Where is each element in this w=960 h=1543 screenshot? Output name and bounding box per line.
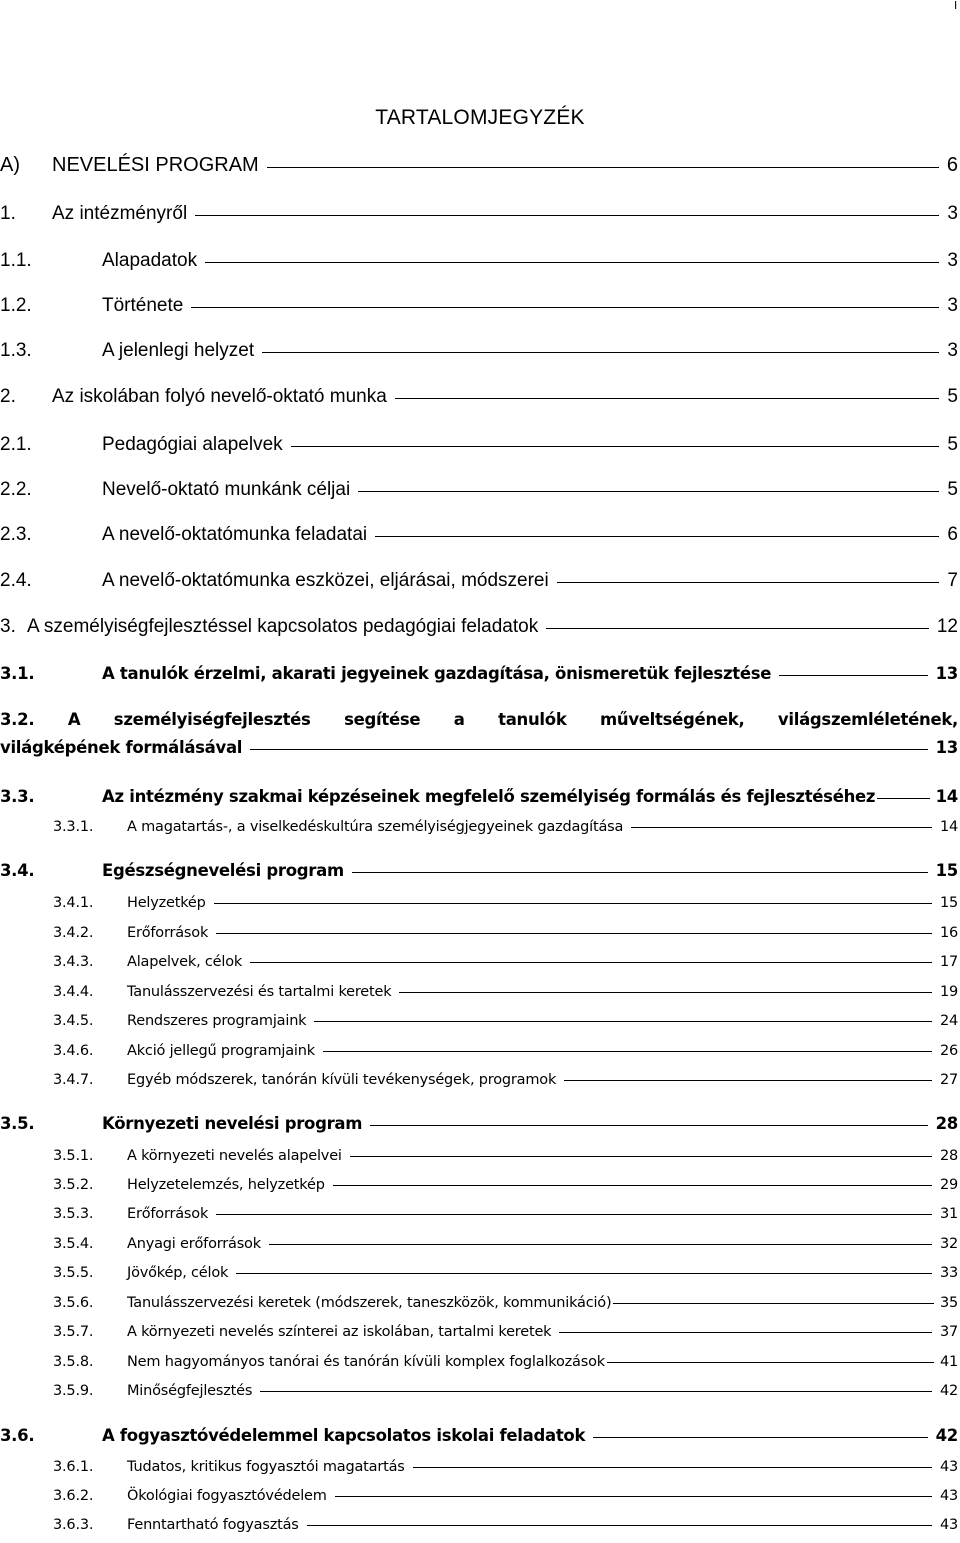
toc-entry-page: 43: [939, 1459, 958, 1475]
toc-entry-title: Az intézmény szakmai képzéseinek megfelelő személyiség formálás és fejlesztéséhez: [102, 787, 876, 806]
toc-entry[interactable]: [0, 1488, 958, 1504]
toc-entry-title: Tanulásszervezési és tartalmi keretek: [127, 984, 392, 1000]
toc-leader-line: [395, 398, 940, 399]
toc-entry-number: 3.5.7.: [53, 1324, 94, 1340]
toc-entry-title: Nem hagyományos tanórai és tanórán kívüli komplex foglalkozások: [127, 1354, 605, 1370]
toc-entry-page: 13: [935, 738, 958, 757]
toc-entry-word: segítése: [344, 710, 421, 729]
toc-entry[interactable]: [0, 861, 958, 880]
toc-entry-word: műveltségének,: [600, 710, 745, 729]
toc-entry[interactable]: [0, 1324, 958, 1340]
toc-entry-page: 3: [947, 340, 958, 361]
toc-entry-title: Rendszeres programjaink: [127, 1013, 307, 1029]
toc-entry-page: 15: [935, 861, 958, 880]
toc-entry-title: Alapadatok: [102, 250, 198, 271]
toc-entry-page: 3: [947, 250, 958, 271]
toc-entry-word: személyiségfejlesztés: [113, 710, 311, 729]
page-number-mark: I: [954, 0, 958, 12]
toc-entry-number: 3.4.5.: [53, 1013, 94, 1029]
toc-entry-title: Az iskolában folyó nevelő-oktató munka: [52, 386, 387, 407]
toc-entry-number: 3.5.9.: [53, 1383, 94, 1399]
toc-entry[interactable]: [0, 434, 958, 456]
toc-leader-line: [546, 628, 929, 629]
toc-entry[interactable]: [0, 1383, 958, 1399]
toc-entry-number: 3.4.4.: [53, 984, 94, 1000]
toc-entry-title: NEVELÉSI PROGRAM: [52, 154, 259, 176]
toc-entry-number: 3.4.3.: [53, 954, 94, 970]
toc-entry-page: 24: [939, 1013, 958, 1029]
toc-entry-number: 3.3.1.: [53, 819, 94, 835]
toc-leader-line: [335, 1496, 932, 1497]
toc-entry-title: A magatartás-, a viselkedéskultúra személyiségjegyeinek gazdagítása: [127, 819, 624, 835]
toc-leader-line: [267, 167, 939, 168]
toc-entry[interactable]: [0, 154, 958, 177]
toc-entry-title: A nevelő-oktatómunka feladatai: [102, 524, 368, 545]
toc-leader-line: [350, 1156, 932, 1157]
toc-entry-number: 2.3.: [0, 524, 32, 545]
toc-leader-line: [613, 1303, 934, 1304]
toc-entry-page: 5: [947, 479, 958, 500]
toc-entry-page: 6: [946, 154, 958, 176]
toc-entry-title: Ökológiai fogyasztóvédelem: [127, 1488, 327, 1504]
toc-leader-line: [314, 1021, 932, 1022]
toc-entry[interactable]: [0, 710, 958, 757]
toc-entry-page: 28: [939, 1148, 958, 1164]
toc-leader-line: [370, 1125, 927, 1126]
toc-leader-line: [260, 1391, 932, 1392]
toc-entry-line: [0, 710, 958, 729]
toc-entry-title: Pedagógiai alapelvek: [102, 434, 283, 455]
toc-entry-title: Helyzetkép: [127, 895, 206, 911]
toc-entry-number: 3.6.1.: [53, 1459, 94, 1475]
toc-entry-title: Anyagi erőforrások: [127, 1236, 261, 1252]
toc-entry-page: 7: [947, 570, 958, 591]
toc-entry-page: 16: [939, 925, 958, 941]
toc-entry-title: A környezeti nevelés alapelvei: [127, 1148, 342, 1164]
toc-entry-page: 3: [947, 203, 958, 224]
toc-entry-page: 35: [939, 1295, 958, 1311]
toc-entry-number: 3.5.4.: [53, 1236, 94, 1252]
toc-entry-title: Akció jellegű programjaink: [127, 1043, 315, 1059]
toc-entry[interactable]: [0, 819, 958, 835]
toc-entry-title: A nevelő-oktatómunka eszközei, eljárásai, módszerei: [102, 570, 549, 591]
toc-entry-title: Egyéb módszerek, tanórán kívüli tevékenységek, programok: [127, 1072, 557, 1088]
toc-leader-line: [195, 215, 939, 216]
toc-entry[interactable]: [0, 787, 958, 806]
toc-leader-line: [631, 827, 932, 828]
toc-entry-number: 1.: [0, 203, 16, 224]
toc-entry-title: A tanulók érzelmi, akarati jegyeinek gazdagítása, önismeretük fejlesztése: [102, 664, 772, 683]
toc-entry-page: 41: [939, 1354, 958, 1370]
toc-entry-number: 3.4.7.: [53, 1072, 94, 1088]
toc-entry[interactable]: [0, 1426, 958, 1445]
toc-entry-page: 33: [939, 1265, 958, 1281]
toc-entry-page: 5: [947, 434, 958, 455]
toc-entry-number: 3.1.: [0, 664, 35, 683]
toc-entry-title: Környezeti nevelési program: [102, 1114, 363, 1133]
toc-entry[interactable]: [0, 1517, 958, 1533]
toc-leader-line: [191, 307, 939, 308]
toc-entry-page: 3: [947, 295, 958, 316]
toc-entry-word: tanulók: [498, 710, 567, 729]
toc-entry-number: 1.3.: [0, 340, 32, 361]
toc-entry-number: 3.5.8.: [53, 1354, 94, 1370]
toc-entry[interactable]: [0, 250, 958, 272]
toc-entry-page: 27: [939, 1072, 958, 1088]
toc-entry[interactable]: [0, 984, 958, 1000]
toc-entry-title: Helyzetelemzés, helyzetkép: [127, 1177, 325, 1193]
toc-leader-line: [399, 992, 932, 993]
toc-leader-line: [559, 1332, 932, 1333]
toc-entry-number: 3.: [0, 616, 16, 637]
toc-entry[interactable]: [0, 1236, 958, 1252]
toc-entry[interactable]: [0, 1114, 958, 1133]
toc-entry-number: A): [0, 154, 20, 176]
toc-leader-line: [269, 1244, 932, 1245]
toc-leader-line: [607, 1362, 934, 1363]
toc-entry[interactable]: [0, 616, 958, 638]
toc-entry-number: 3.5.6.: [53, 1295, 94, 1311]
toc-leader-line: [557, 582, 940, 583]
toc-entry[interactable]: [0, 340, 958, 362]
toc-entry-title: A környezeti nevelés színterei az iskolában, tartalmi keretek: [127, 1324, 552, 1340]
toc-entry-number: 3.6.3.: [53, 1517, 94, 1533]
toc-leader-line: [262, 352, 939, 353]
toc-entry-title: A jelenlegi helyzet: [102, 340, 255, 361]
toc-entry-number: 1.1.: [0, 250, 32, 271]
toc-entry-page: 13: [935, 664, 958, 683]
toc-entry-number: 3.5.: [0, 1114, 35, 1133]
toc-entry-page: 42: [935, 1426, 958, 1445]
toc-entry[interactable]: [0, 1354, 958, 1370]
toc-entry-title: A fogyasztóvédelemmel kapcsolatos iskolai feladatok: [102, 1426, 586, 1445]
toc-leader-line: [358, 491, 939, 492]
toc-leader-line: [593, 1437, 928, 1438]
toc-leader-line: [291, 446, 940, 447]
toc-entry-page: 43: [939, 1517, 958, 1533]
toc-leader-line: [352, 872, 928, 873]
toc-leader-line: [216, 933, 932, 934]
toc-entry[interactable]: [0, 1013, 958, 1029]
toc-entry[interactable]: [0, 1295, 958, 1311]
toc-entry[interactable]: [0, 895, 958, 911]
toc-entry-number: 2.1.: [0, 434, 32, 455]
toc-entry-word: a: [453, 710, 465, 729]
toc-leader-line: [323, 1051, 932, 1052]
toc-entry-page: 14: [939, 819, 958, 835]
toc-entry-page: 42: [939, 1383, 958, 1399]
toc-entry-title: világképének formálásával: [0, 738, 243, 757]
toc-entry-title: Fenntartható fogyasztás: [127, 1517, 299, 1533]
toc-entry-page: 14: [935, 787, 958, 806]
toc-leader-line: [779, 675, 927, 676]
toc-entry[interactable]: [0, 479, 958, 501]
toc-leader-line: [413, 1467, 932, 1468]
toc-entry[interactable]: [0, 1265, 958, 1281]
toc-entry[interactable]: [0, 1459, 958, 1475]
toc-entry-number: 1.2.: [0, 295, 32, 316]
toc-entry-number: 2.2.: [0, 479, 32, 500]
toc-entry-title: Nevelő-oktató munkánk céljai: [102, 479, 351, 500]
toc-entry[interactable]: [0, 1043, 958, 1059]
toc-leader-line: [214, 903, 932, 904]
toc-leader-line: [375, 536, 939, 537]
toc-entry-number: 3.6.2.: [53, 1488, 94, 1504]
page-title: TARTALOMJEGYZÉK: [375, 106, 585, 129]
toc-leader-line: [564, 1080, 932, 1081]
toc-entry-number: 3.4.6.: [53, 1043, 94, 1059]
toc-entry-title: Erőforrások: [127, 1206, 209, 1222]
toc-entry-page: 6: [947, 524, 958, 545]
toc-entry-page: 43: [939, 1488, 958, 1504]
toc-entry-number: 3.5.2.: [53, 1177, 94, 1193]
toc-entry-title: Egészségnevelési program: [102, 861, 344, 880]
toc-entry-number: 3.6.: [0, 1426, 35, 1445]
toc-entry-number: 3.2.: [0, 710, 35, 729]
toc-entry-title: Tanulásszervezési keretek (módszerek, taneszközök, kommunikáció): [127, 1295, 612, 1311]
toc-leader-line: [333, 1185, 932, 1186]
toc-entry-title: Jövőkép, célok: [127, 1265, 229, 1281]
toc-entry-line: [0, 738, 958, 757]
toc-entry[interactable]: [0, 1072, 958, 1088]
toc-entry-page: 5: [947, 386, 958, 407]
toc-entry-word: világszemléletének,: [777, 710, 958, 729]
toc-entry[interactable]: [0, 1177, 958, 1193]
toc-entry-title: Minőségfejlesztés: [127, 1383, 253, 1399]
toc-entry[interactable]: [0, 295, 958, 317]
toc-entry-word: A: [67, 710, 81, 729]
toc-entry-page: 32: [939, 1236, 958, 1252]
toc-entry-number: 3.5.5.: [53, 1265, 94, 1281]
toc-entry-number: 3.3.: [0, 787, 35, 806]
toc-entry[interactable]: [0, 386, 958, 408]
toc-leader-line: [250, 749, 927, 750]
toc-entry-page: 19: [939, 984, 958, 1000]
toc-entry-page: 26: [939, 1043, 958, 1059]
toc-entry-number: 3.5.1.: [53, 1148, 94, 1164]
toc-leader-line: [307, 1525, 932, 1526]
toc-leader-line: [877, 798, 929, 799]
toc-entry[interactable]: [0, 1148, 958, 1164]
toc-entry-page: 37: [939, 1324, 958, 1340]
toc-entry-title: A személyiségfejlesztéssel kapcsolatos pedagógiai feladatok: [27, 616, 539, 637]
toc-entry-number: 3.4.2.: [53, 925, 94, 941]
toc-entry[interactable]: [0, 664, 958, 683]
toc-entry-title: Alapelvek, célok: [127, 954, 243, 970]
toc-entry-title: Erőforrások: [127, 925, 209, 941]
toc-entry-page: 29: [939, 1177, 958, 1193]
toc-leader-line: [236, 1273, 932, 1274]
toc-entry-number: 3.5.3.: [53, 1206, 94, 1222]
toc-entry-title: Tudatos, kritikus fogyasztói magatartás: [127, 1459, 405, 1475]
toc-entry-title: Az intézményről: [52, 203, 188, 224]
toc-entry-page: 28: [935, 1114, 958, 1133]
toc-entry-number: 3.4.: [0, 861, 35, 880]
toc-entry-title: Története: [102, 295, 184, 316]
toc-entry-page: 12: [936, 616, 958, 637]
toc-entry-number: 2.: [0, 386, 16, 407]
toc-entry-page: 15: [939, 895, 958, 911]
toc-entry-page: 31: [939, 1206, 958, 1222]
toc-leader-line: [205, 262, 939, 263]
toc-entry[interactable]: [0, 954, 958, 970]
toc-leader-line: [216, 1214, 932, 1215]
toc-entry[interactable]: [0, 524, 958, 546]
toc-entry[interactable]: [0, 570, 958, 592]
toc-entry-page: 17: [939, 954, 958, 970]
toc-leader-line: [250, 962, 932, 963]
toc-entry[interactable]: [0, 1206, 958, 1222]
toc-entry-number: 2.4.: [0, 570, 32, 591]
toc-entry[interactable]: [0, 925, 958, 941]
toc-entry-number: 3.4.1.: [53, 895, 94, 911]
toc-entry[interactable]: [0, 203, 958, 225]
